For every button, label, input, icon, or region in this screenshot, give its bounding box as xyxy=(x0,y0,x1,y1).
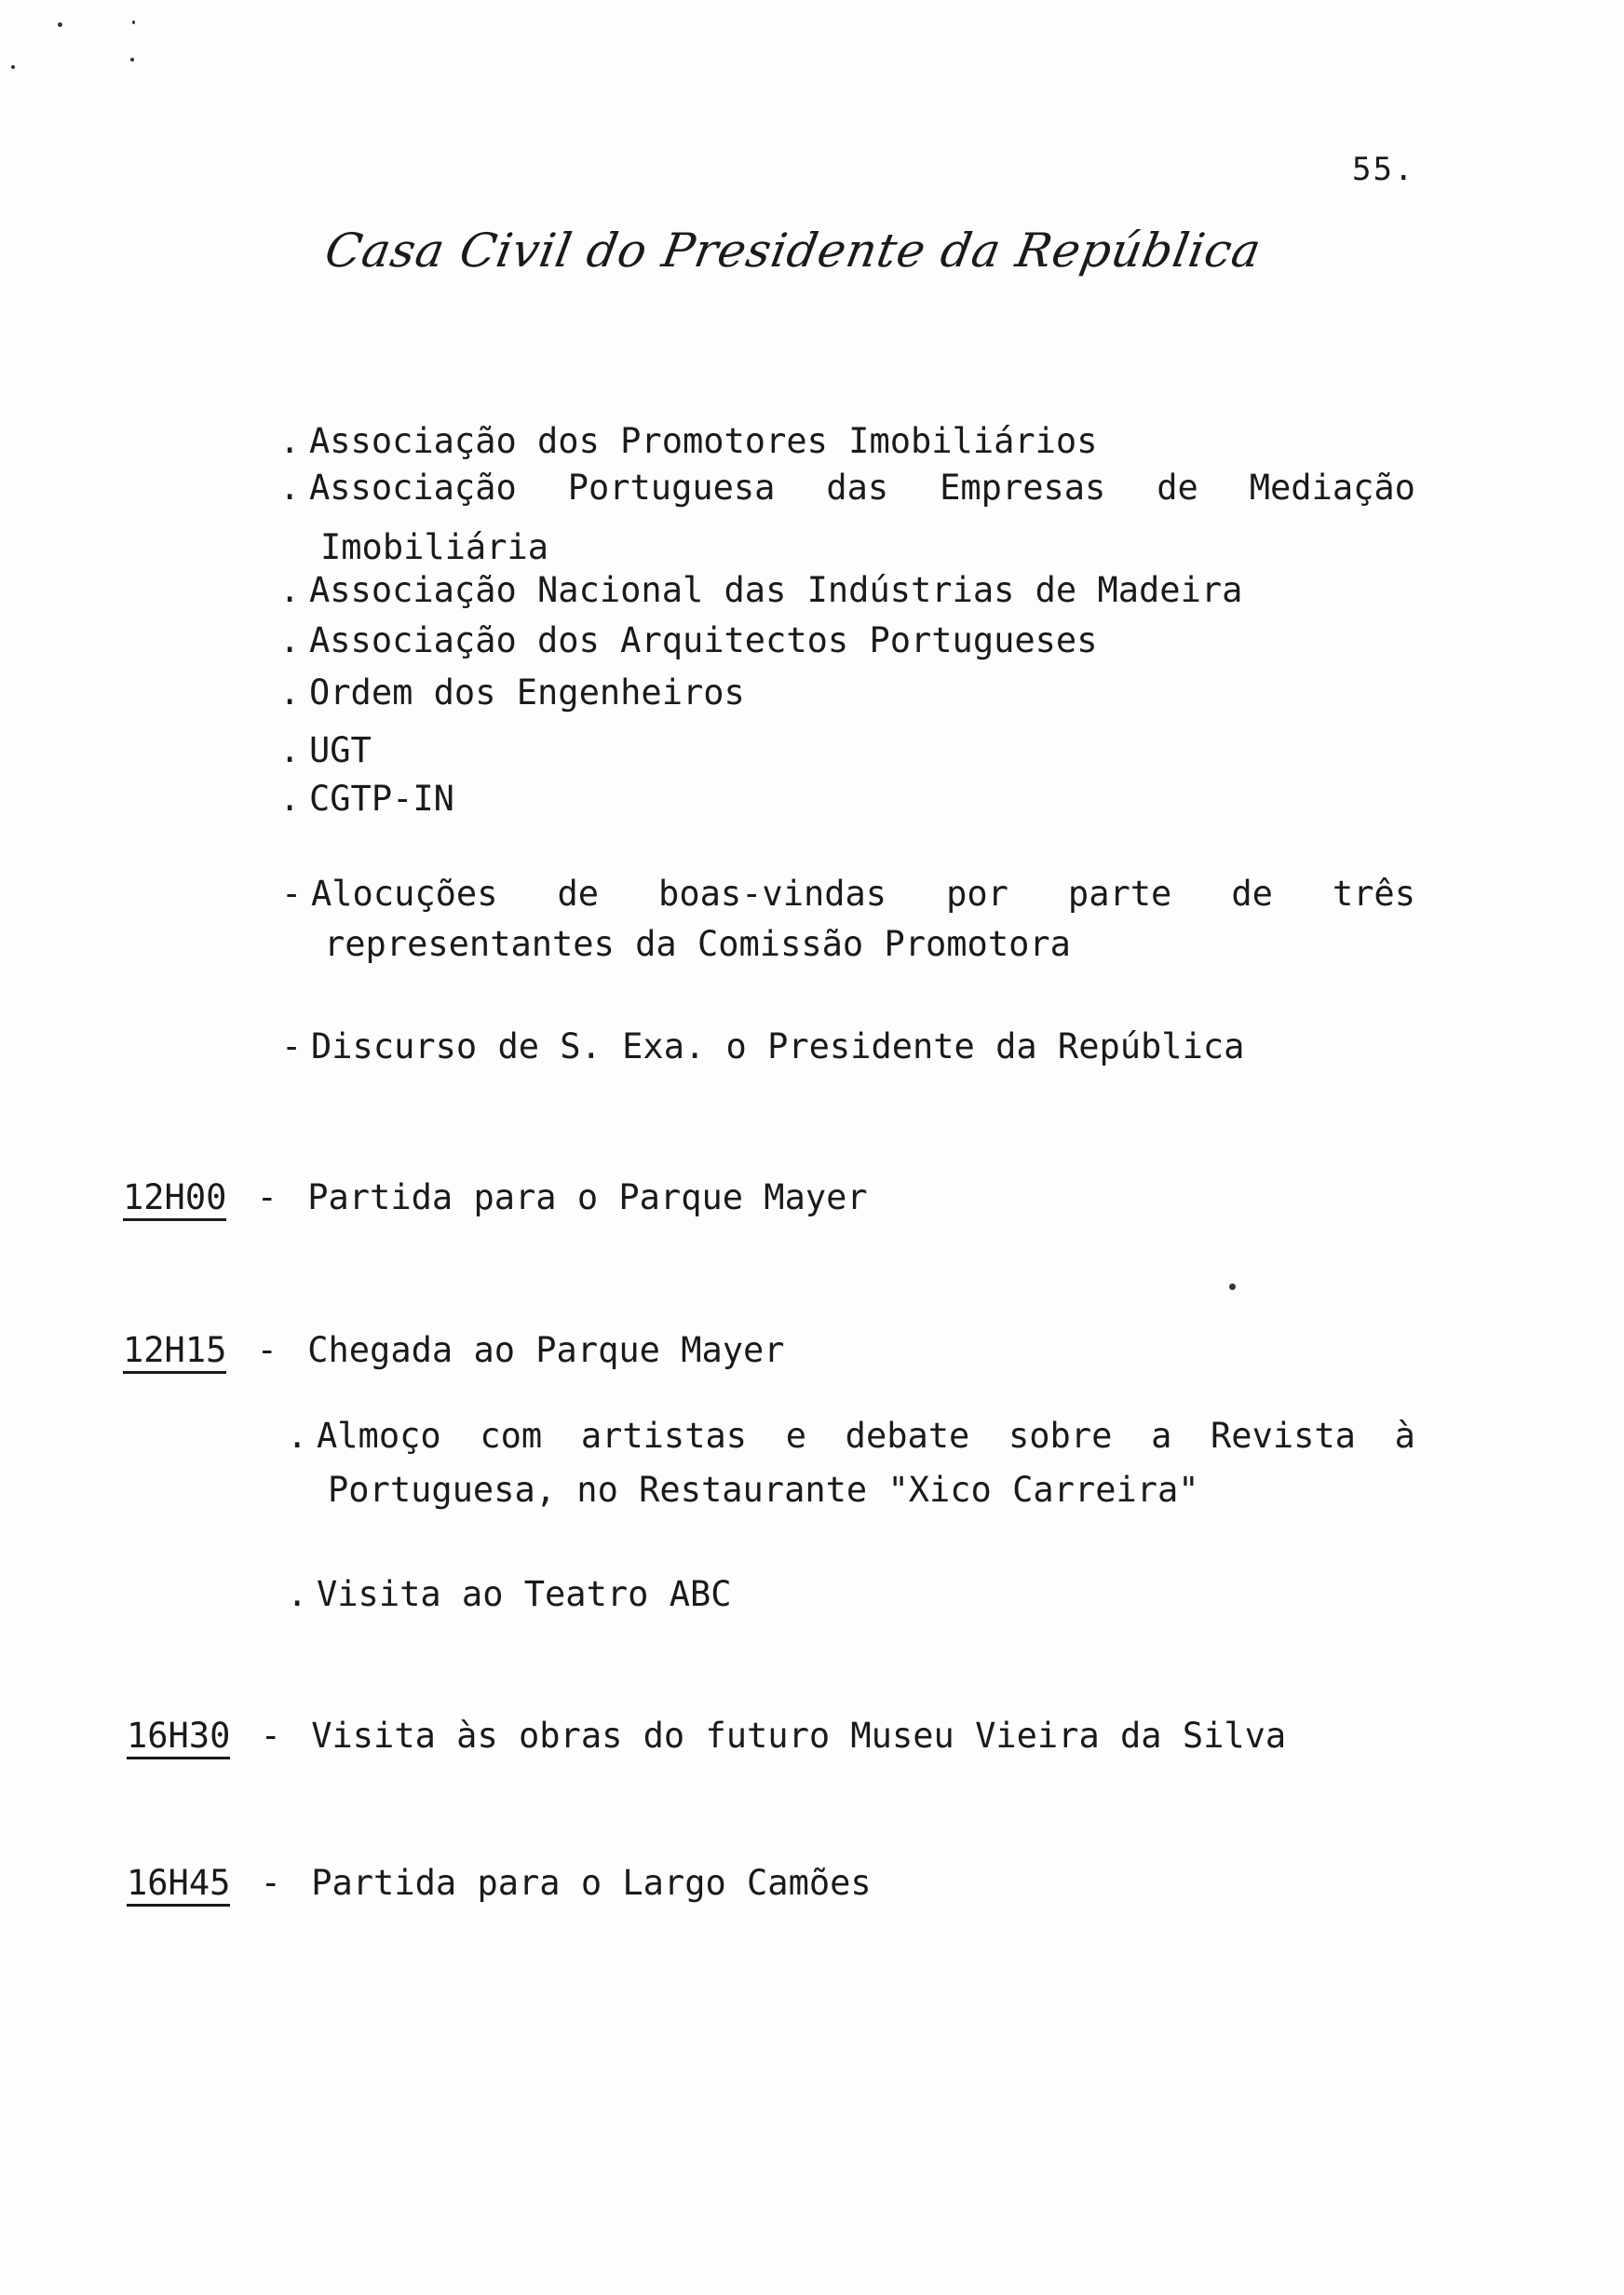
list-item-text: CGTP-IN xyxy=(309,779,454,819)
list-item-text: Associação dos Promotores Imobiliários xyxy=(309,421,1098,461)
word: Alocuções xyxy=(311,874,498,914)
word: artistas xyxy=(580,1416,748,1456)
word: de xyxy=(1231,874,1273,914)
schedule-text: Partida para o Largo Camões xyxy=(311,1863,872,1903)
bullet-marker: . xyxy=(279,672,301,713)
dash-item xyxy=(281,874,1415,914)
list-item-text: Associação dos Arquitectos Portugueses xyxy=(309,620,1098,660)
word: por xyxy=(946,874,1008,914)
justified-line xyxy=(309,468,1415,508)
bullet-marker: . xyxy=(279,468,301,508)
word: Portuguesa xyxy=(567,468,776,508)
list-item xyxy=(287,1574,732,1614)
schedule-entry xyxy=(123,1330,785,1374)
word: de xyxy=(557,874,600,914)
list-item xyxy=(279,730,372,770)
page-number: 55. xyxy=(1352,151,1415,188)
schedule-entry xyxy=(127,1716,1286,1759)
list-item-continuation: Imobiliária xyxy=(320,527,549,567)
list-item-text: Associação Nacional das Indústrias de Madeira xyxy=(309,570,1243,610)
schedule-separator: - xyxy=(256,1330,277,1370)
schedule-time: 12H15 xyxy=(123,1332,226,1374)
word: Empresas xyxy=(940,468,1106,508)
schedule-separator: - xyxy=(260,1716,281,1756)
schedule-text: Visita às obras do futuro Museu Vieira da Silva xyxy=(311,1716,1287,1756)
bullet-marker: . xyxy=(279,620,301,660)
list-item xyxy=(287,1416,1415,1456)
schedule-text: Chegada ao Parque Mayer xyxy=(307,1330,785,1370)
list-item-text: UGT xyxy=(309,730,372,770)
bullet-marker: . xyxy=(279,730,301,770)
letterhead: Casa Civil do Presidente da República xyxy=(320,224,1266,278)
scan-speck xyxy=(11,65,15,69)
scan-speck xyxy=(130,58,134,61)
bullet-marker: . xyxy=(287,1574,308,1614)
list-item-text: Visita ao Teatro ABC xyxy=(317,1574,732,1614)
word: com xyxy=(480,1416,543,1456)
schedule-separator: - xyxy=(260,1863,281,1903)
dash-item-text: Discurso de S. Exa. o Presidente da República xyxy=(311,1026,1245,1066)
scan-speck xyxy=(58,22,62,27)
list-item-continuation: Portuguesa, no Restaurante "Xico Carreira" xyxy=(328,1470,1199,1510)
dash-item-continuation: representantes da Comissão Promotora xyxy=(324,924,1071,964)
word: à xyxy=(1394,1416,1415,1456)
schedule-time: 16H30 xyxy=(127,1718,230,1759)
word: Revista xyxy=(1211,1416,1356,1456)
bullet-marker: . xyxy=(287,1416,308,1456)
scan-speck xyxy=(1229,1283,1236,1290)
list-item xyxy=(279,672,745,713)
list-item xyxy=(279,468,1415,508)
word: Almoço xyxy=(317,1416,441,1456)
dash-item xyxy=(281,1026,1244,1066)
word: e xyxy=(785,1416,806,1456)
schedule-text: Partida para o Parque Mayer xyxy=(307,1177,868,1217)
schedule-entry xyxy=(127,1863,872,1907)
word: boas-vindas xyxy=(658,874,887,914)
list-item xyxy=(279,779,454,819)
word: Associação xyxy=(309,468,517,508)
scan-speck xyxy=(132,20,135,24)
word: das xyxy=(826,468,889,508)
schedule-time: 16H45 xyxy=(127,1865,230,1907)
word: de xyxy=(1157,468,1198,508)
bullet-marker: . xyxy=(279,779,301,819)
bullet-marker: . xyxy=(279,421,301,461)
schedule-time: 12H00 xyxy=(123,1179,226,1221)
word: a xyxy=(1151,1416,1172,1456)
word: três xyxy=(1332,874,1415,914)
bullet-marker: . xyxy=(279,570,301,610)
list-item xyxy=(279,421,1097,461)
word: parte xyxy=(1067,874,1172,914)
word: debate xyxy=(845,1416,970,1456)
list-item xyxy=(279,620,1097,660)
dash-marker: - xyxy=(281,1026,303,1066)
list-item xyxy=(279,570,1242,610)
justified-line xyxy=(317,1416,1415,1456)
schedule-entry xyxy=(123,1177,868,1221)
schedule-separator: - xyxy=(256,1177,277,1217)
dash-marker: - xyxy=(281,874,303,914)
justified-line xyxy=(311,874,1415,914)
word: sobre xyxy=(1008,1416,1113,1456)
list-item-text: Ordem dos Engenheiros xyxy=(309,672,745,713)
word: Mediação xyxy=(1249,468,1415,508)
